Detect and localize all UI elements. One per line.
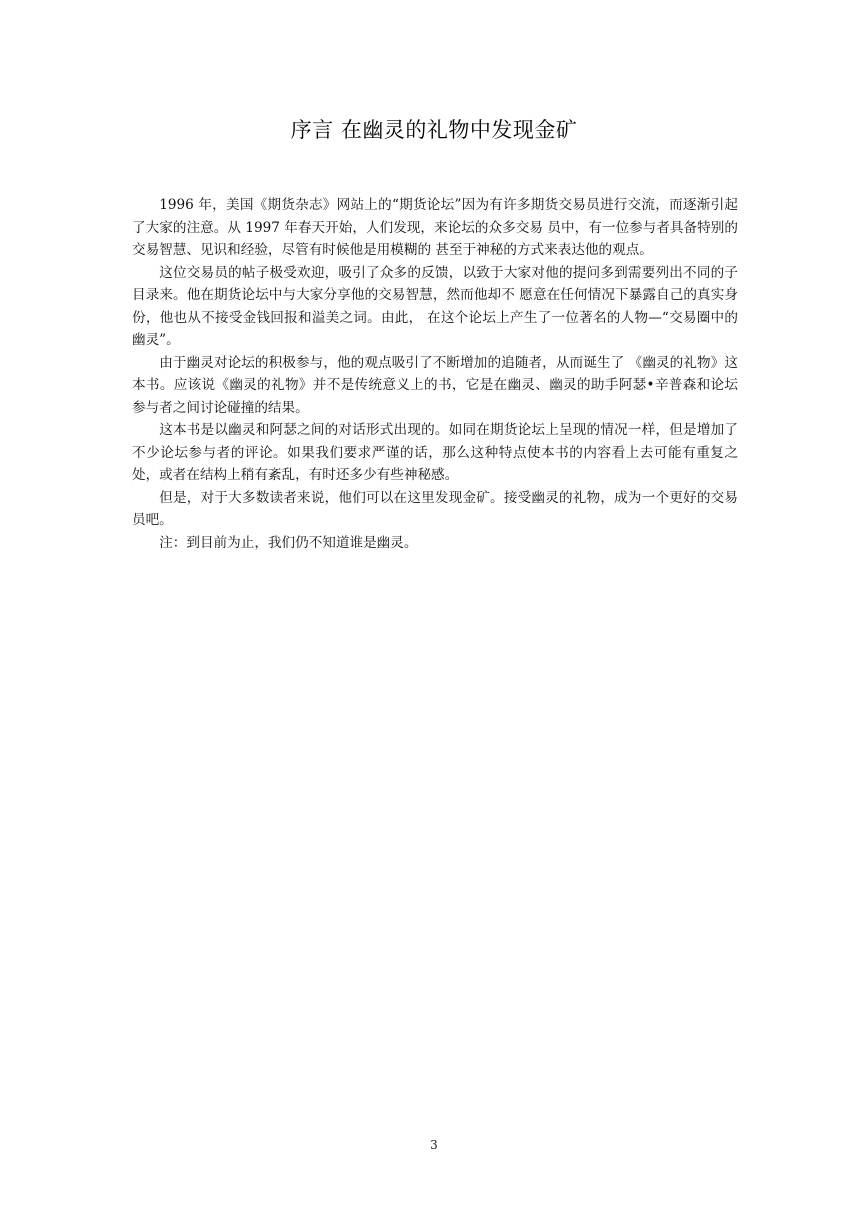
paragraph-2: 这位交易员的帖子极受欢迎，吸引了众多的反馈，以致于大家对他的提问多到需要列出不同的子目录来。他在期货论坛中与大家分享他的交易智慧，然而他却不 愿意在任何情况下暴露自己的真实身份，他也从不接受金钱回报和溢美之词。由此， 在这个论坛上产生了一位著名的人物—“交易圈中的幽灵”。 (132, 264, 738, 348)
page-number: 3 (430, 1138, 438, 1152)
paragraph-3: 由于幽灵对论坛的积极参与，他的观点吸引了不断增加的追随者，从而诞生了 《幽灵的礼物》这本书。应该说《幽灵的礼物》并不是传统意义上的书，它是在幽灵、幽灵的助手阿瑟•辛普森和论坛参与者之间讨论碰撞的结果。 (132, 354, 738, 416)
paragraph-1: 1996 年，美国《期货杂志》网站上的“期货论坛”因为有许多期货交易员进行交流，而逐渐引起了大家的注意。从 1997 年春天开始，人们发现，来论坛的众多交易 员中，有一位参与者具备特别的交易智慧、见识和经验，尽管有时候他是用模糊的 甚至于神秘的方式来表达他的观点。 (132, 197, 738, 258)
page-title: 序言 在幽灵的礼物中发现金矿 (290, 118, 578, 142)
paragraph-5: 但是，对于大多数读者来说，他们可以在这里发现金矿。接受幽灵的礼物，成为一个更好的交易员吧。 (132, 489, 738, 528)
paragraph-4: 这本书是以幽灵和阿瑟之间的对话形式出现的。如同在期货论坛上呈现的情况一样，但是增加了不少论坛参与者的评论。如果我们要求严谨的话，那么这种特点使本书的内容看上去可能有重复之处，或者在结构上稍有紊乱，有时还多少有些神秘感。 (132, 422, 738, 483)
paragraph-6: 注：到目前为止，我们仍不知道谁是幽灵。 (159, 534, 418, 551)
body-text (132, 194, 738, 554)
